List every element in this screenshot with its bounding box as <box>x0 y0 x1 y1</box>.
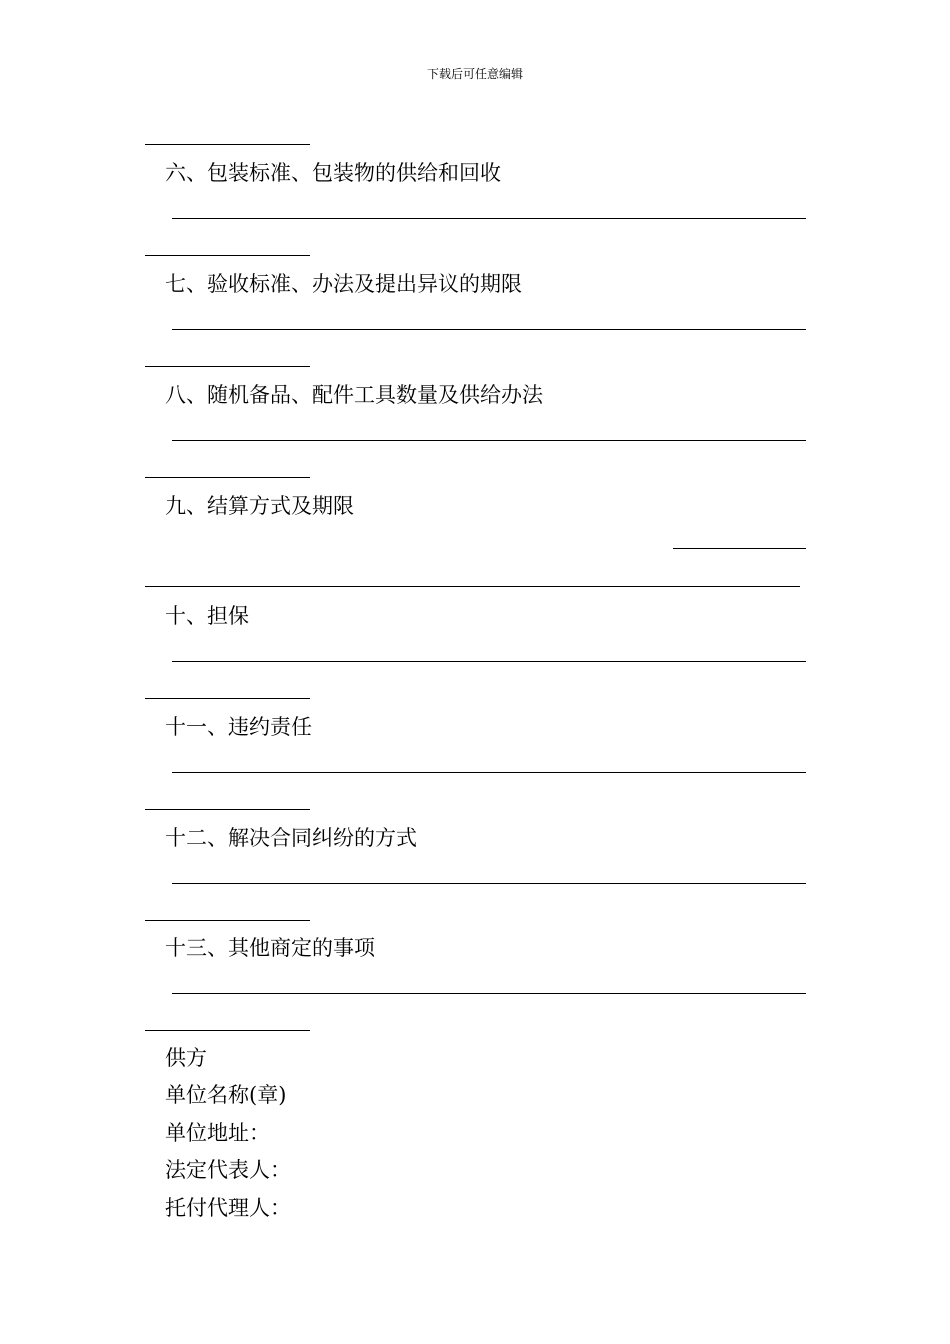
section-heading-9: 九、结算方式及期限 <box>165 494 354 518</box>
blank-line-long <box>172 772 806 773</box>
blank-line-short <box>145 698 310 699</box>
blank-line-long <box>172 883 806 884</box>
blank-line-short <box>145 1030 310 1031</box>
page-header-note: 下载后可任意编辑 <box>426 67 523 81</box>
blank-line-short <box>145 144 310 145</box>
section-heading-11: 十一、违约责任 <box>165 715 312 739</box>
entrusted-agent-label: 托付代理人： <box>165 1196 291 1220</box>
blank-line-long <box>172 440 806 441</box>
blank-line-long <box>172 329 806 330</box>
section-heading-10: 十、担保 <box>165 604 249 628</box>
blank-line-long <box>172 218 806 219</box>
blank-line-long <box>172 661 806 662</box>
section-heading-13: 十三、其他商定的事项 <box>165 936 375 960</box>
blank-line-short <box>145 809 310 810</box>
section-heading-7: 七、验收标准、办法及提出异议的期限 <box>165 272 522 296</box>
legal-representative-label: 法定代表人： <box>165 1158 291 1182</box>
blank-line-full <box>145 586 800 587</box>
blank-line-short <box>145 366 310 367</box>
unit-name-label: 单位名称(章) <box>165 1083 287 1107</box>
blank-line-right <box>673 548 806 549</box>
blank-line-short <box>145 255 310 256</box>
party-label: 供方 <box>165 1046 207 1070</box>
blank-line-long <box>172 993 806 994</box>
section-heading-8: 八、随机备品、配件工具数量及供给办法 <box>165 383 543 407</box>
blank-line-short <box>145 477 310 478</box>
blank-line-short <box>145 920 310 921</box>
section-heading-12: 十二、解决合同纠纷的方式 <box>165 826 417 850</box>
unit-address-label: 单位地址： <box>165 1121 270 1145</box>
section-heading-6: 六、包装标准、包装物的供给和回收 <box>165 161 501 185</box>
